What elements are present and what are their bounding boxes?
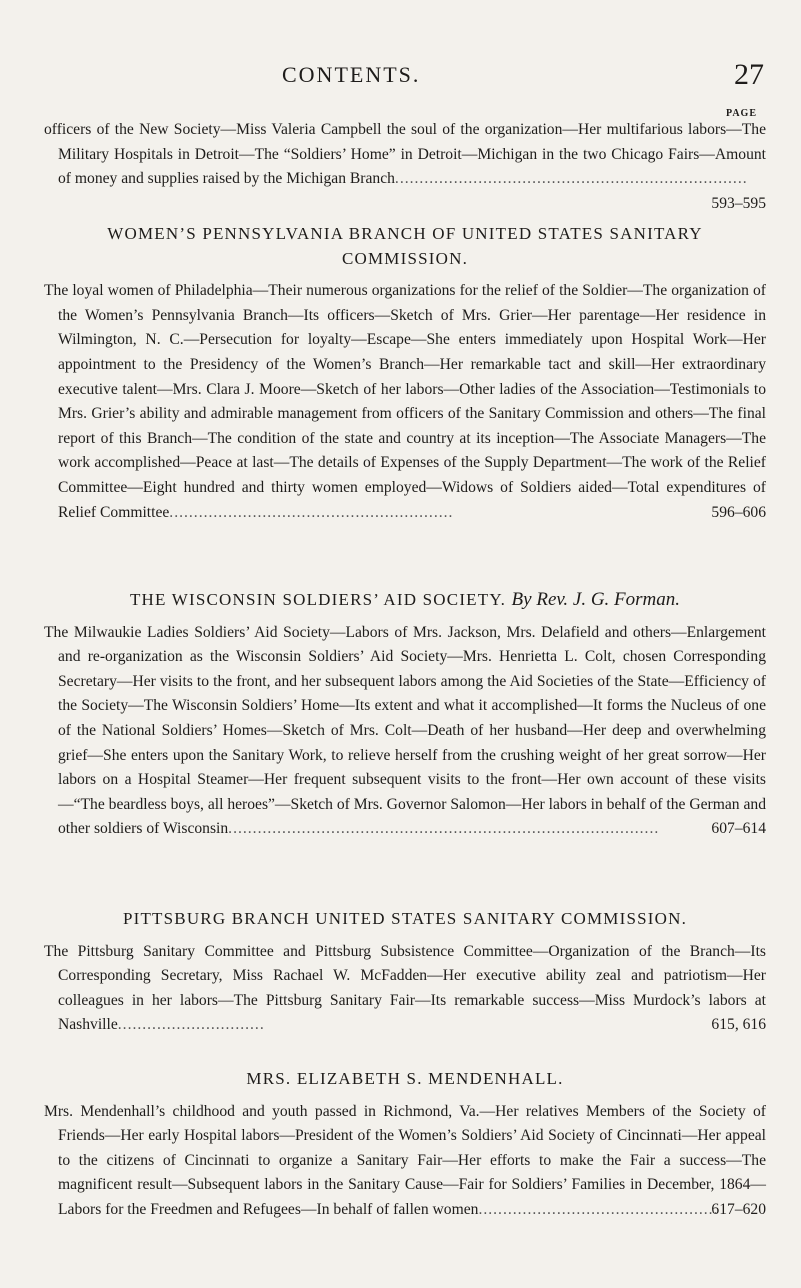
entry-heading: PITTSBURG BRANCH UNITED STATES SANITARY COMMISSION. xyxy=(122,909,688,928)
entry-pages: 607–614 xyxy=(711,820,766,838)
entry-description: The loyal women of Philadelphia—Their numerous organizations for the relief of the Soldier—The organization of the Women’s Pennsylvania Branch—Its officers—Sketch of Mrs. Grier—Her parentage—Her residence in Wilmington, N. C.—Persecution for loyalty—Escape—She enters immediately upon Hospital Work—Her appointment to the Presidency of the Women’s Branch—Her remarkable tact and skill—Her extraordinary executive talent—Mrs. Clara J. Moore—Sketch of her labors—Other ladies of the Association—Testimonials to Mrs. Grier’s ability and admirable management from officers of the Sanitary Commission and others—The final report of this Branch—The condition of the state and country at its inception—The Associate Managers—The work accomplished—Peace at last—The details of Expenses of the Supply Department—The work of the Relief Committee—Eight hundred and thirty women employed—Widows of Soldiers aided—Total expenditures of Relief Committee.......................................................... 596–606 xyxy=(44,279,766,525)
entry-heading: THE WISCONSIN SOLDIERS’ AID SOCIETY. By Rev. J. G. Forman. xyxy=(129,589,681,610)
entry-pages: 593–595 xyxy=(711,194,766,212)
entry-description: Mrs. Mendenhall’s childhood and youth passed in Richmond, Va.—Her relatives Members of the Society of Friends—Her early Hospital labors—President of the Women’s Soldiers’ Aid Society of Cincinnati—Her appeal to the citizens of Cincinnati to organize a Sanitary Fair—Her efforts to make the Fair a success—The magnificent result—Subsequent labors in the Sanitary Cause—Fair for Soldiers’ Families in December, 1864—Labors for the Freedmen and Refugees—In behalf of fallen women................................................. 617–620 xyxy=(44,1100,766,1223)
entry-pages: 615, 616 xyxy=(711,1016,766,1034)
toc-entry-pennsylvania xyxy=(44,222,766,525)
entry-pages: 596–606 xyxy=(711,503,766,521)
entry-pages: 617–620 xyxy=(711,1200,766,1218)
entry-author: By Rev. J. G. Forman. xyxy=(511,589,681,610)
running-title: CONTENTS. xyxy=(282,62,421,87)
entry-description: The Milwaukie Ladies Soldiers’ Aid Society—Labors of Mrs. Jackson, Mrs. Delafield and others—Enlargement and re-organization as the Wisconsin Soldiers’ Aid Society—Mrs. Henrietta L. Colt, chosen Corresponding Secretary—Her visits to the front, and her subsequent labors among the Aid Societies of the State—Efficiency of the Society—The Wisconsin Soldiers’ Home—Its extent and what it accomplished—It forms the Nucleus of one of the National Soldiers’ Homes—Sketch of Mrs. Colt—Death of her husband—Her deep and overwhelming grief—She enters upon the Sanitary Work, to relieve herself from the crushing weight of her great sorrow—Her labors on a Hospital Steamer—Her frequent subsequent visits to the front—Her own account of these visits—“The beardless boys, all heroes”—Sketch of Mrs. Governor Salomon—Her labors in behalf of the German and other soldiers of Wisconsin........................................................................................ 607–614 xyxy=(44,621,766,842)
toc-entry-michigan xyxy=(44,118,766,216)
entry-heading: WOMEN’S PENNSYLVANIA BRANCH OF UNITED STATES SANITARY COMMISSION. xyxy=(107,224,703,268)
page-header xyxy=(0,58,801,96)
entry-heading: MRS. ELIZABETH S. MENDENHALL. xyxy=(246,1069,564,1088)
toc-entry-pittsburg xyxy=(44,907,766,1038)
toc-entry-wisconsin xyxy=(44,588,766,842)
page-column-label: PAGE xyxy=(725,108,757,119)
page-number: 27 xyxy=(734,58,764,91)
entry-description: officers of the New Society—Miss Valeria Campbell the soul of the organization—Her multifarious labors—The Military Hospitals in Detroit—The “Soldiers’ Home” in Detroit—Michigan in the two Chicago Fairs—Amount of money and supplies raised by the Michigan Branch........................................................................ 593–595 xyxy=(44,118,766,192)
entry-description: The Pittsburg Sanitary Committee and Pittsburg Subsistence Committee—Organization of the Branch—Its Corresponding Secretary, Miss Rachael W. McFadden—Her executive ability zeal and patriotism—Her colleagues in her labors—The Pittsburg Sanitary Fair—Its remarkable success—Miss Murdock’s labors at Nashville.............................. 615, 616 xyxy=(44,940,766,1038)
toc-entry-mendenhall xyxy=(44,1067,766,1223)
